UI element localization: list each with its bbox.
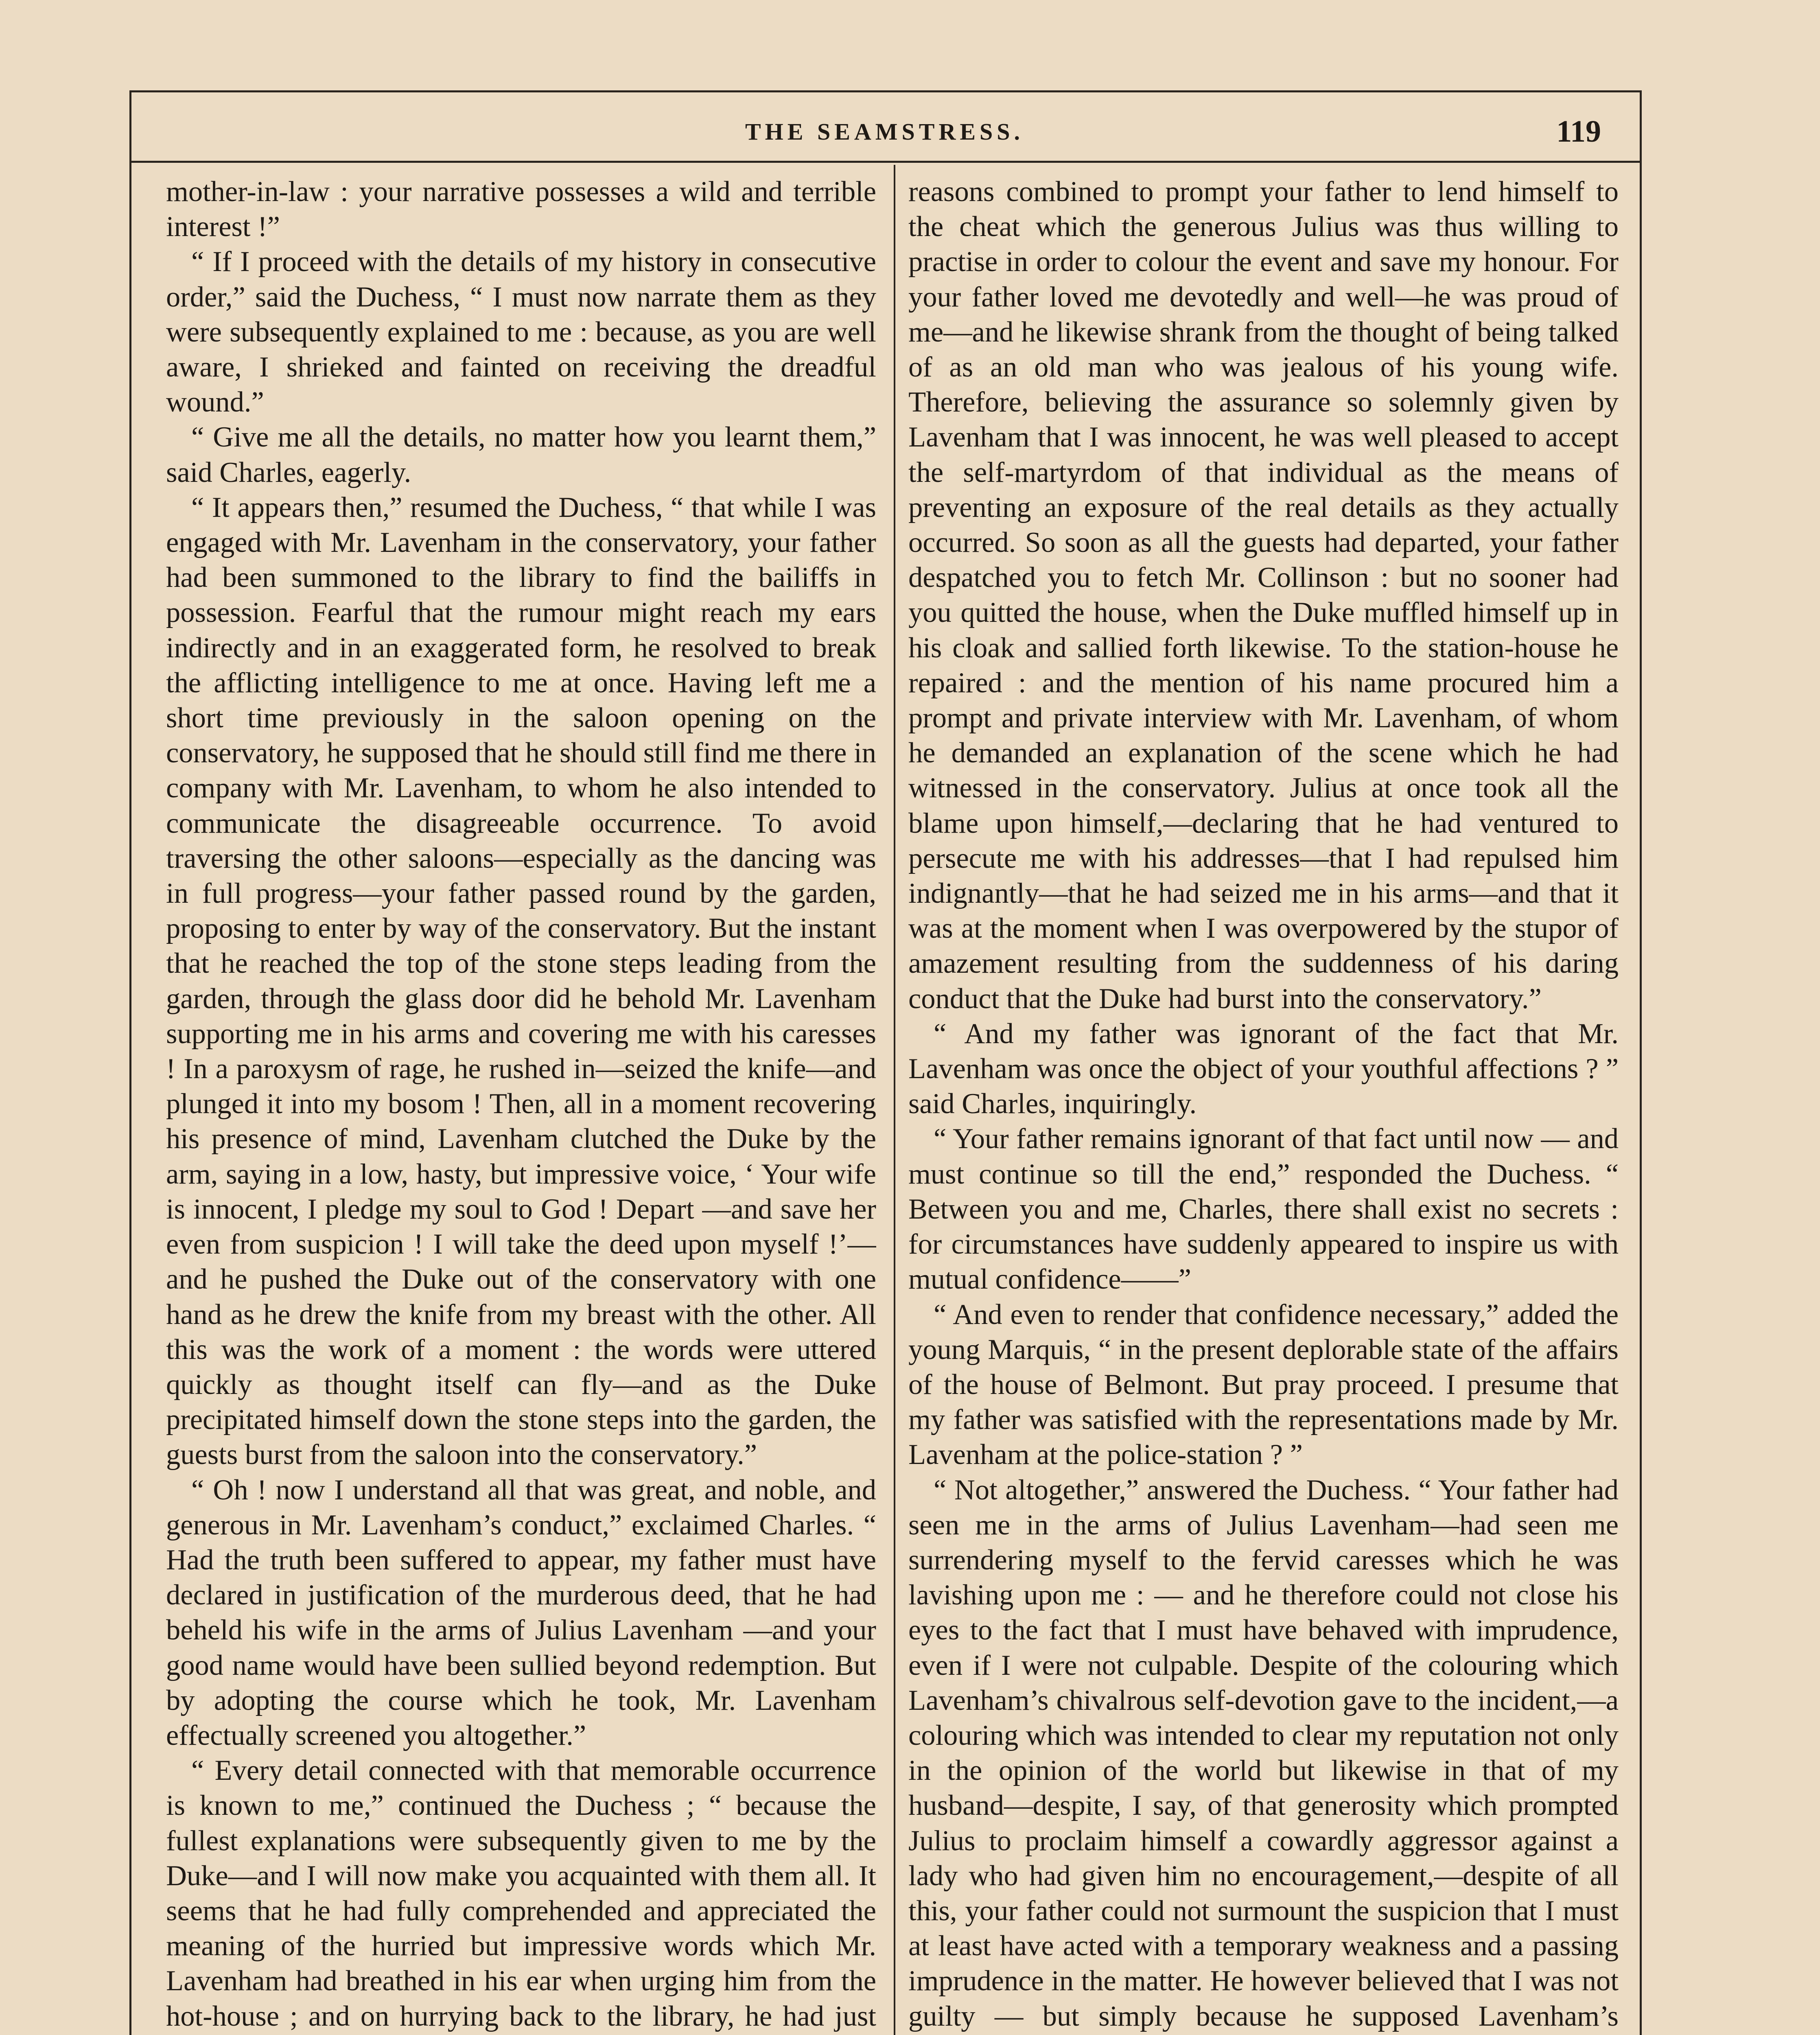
header-rule bbox=[129, 161, 1640, 163]
paragraph: “ Every detail connected with that memorable occurrence is known to me,” continued the Duchess ; “ because the fullest explanations were subsequently given to me by the Duke—and I will now make you acquainted with them all. It seems that he had fully comprehended and appreciated the meaning of the hurried but impressive words which Mr. Lavenham had breathed in his ear when urging him from the hot-house ; and on hurrying back to the library, he had just bbox=[166, 1755, 876, 2032]
paragraph: reasons combined to prompt your father to lend himself to the cheat which the generous Julius was thus willing to practise in order to colour the event and save my honour. For your father loved me devotedly and well—he was proud of me—and he likewise shrank from the thought of being talked of as an old man who was jealous of his young wife. Therefore, believing the assurance so solemnly given by Lavenham that I was innocent, he was well pleased to accept the self-martyrdom of that individual as the means of preventing an exposure of the real details as they actually occurred. So soon as all the guests had departed, your father despatched you to fetch Mr. Collinson : but no sooner had you quitted the house, when the Duke muffled himself up in his cloak and sallied forth likewise. To the station-house he repaired : and the mention of his name procured him a prompt and private interview with Mr. Lavenham, of whom he demanded an explanation of the scene which he had witnessed in the conservatory. Julius at once took all the blame upon himself,—declaring that he had ventured to persecute me with his addresses—that I had repulsed him indignantly—that he had seized me in his arms—and that it was at the moment when I was overpowered by the stupor of amazement resulting from the suddenness of his daring conduct that the Duke had burst into the conservatory.” bbox=[908, 176, 1619, 1015]
running-header bbox=[129, 110, 1640, 159]
paragraph: “ If I proceed with the details of my history in consecutive order,” said the Duchess, “ I must now narrate them as they were subsequently explained to me : because, as you are well aware, I shrieked and fainted on receiving the dreadful wound.” bbox=[166, 246, 876, 418]
right-column bbox=[908, 174, 1619, 2035]
column-divider bbox=[894, 165, 895, 2035]
left-column bbox=[166, 174, 876, 2035]
paragraph: “ Give me all the details, no matter how you learnt them,” said Charles, eagerly. bbox=[166, 421, 876, 488]
paragraph: “ And even to render that confidence necessary,” added the young Marquis, “ in the present deplorable state of the affairs of the house of Belmont. But pray proceed. I presume that my father was satisfied with the representations made by Mr. Lavenham at the police-station ? ” bbox=[908, 1298, 1619, 1471]
page-number: 119 bbox=[1556, 114, 1601, 149]
running-title: THE SEAMSTRESS. bbox=[745, 118, 1024, 145]
paragraph: “ Not altogether,” answered the Duchess. “ Your father had seen me in the arms of Julius Lavenham—had seen me surrendering myself to the fervid caresses which he was lavishing upon me : — and he therefore could not close his eyes to the fact that I must have behaved with imprudence, even if I were not culpable. Despite of the colouring which Lavenham’s chivalrous self-devotion gave to the incident,—a colouring which was intended to clear my reputation not only in the opinion of the world but likewise in that of my husband—despite, I say, of that generosity which prompted Julius to proclaim himself a cowardly aggressor against a lady who had given him no encouragement,—despite of all this, your father could not surmount the suspicion that I must at least have acted with a temporary weakness and a passing imprudence in the matter. He however believed that I was not guilty — but simply because he supposed Lavenham’s bbox=[908, 1474, 1619, 2032]
paragraph: “ It appears then,” resumed the Duchess, “ that while I was engaged with Mr. Lavenham in the conservatory, your father had been summoned to the library to find the bailiffs in possession. Fearful that the rumour might reach my ears indirectly and in an exaggerated form, he resolved to break the afflicting intelligence to me at once. Having left me a short time previously in the saloon opening on the conservatory, he supposed that he should still find me there in company with Mr. Lavenham, to whom he also intended to communicate the disagreeable occurrence. To avoid traversing the other saloons—especially as the dancing was in full progress—your father passed round by the garden, proposing to enter by way of the conservatory. But the instant that he reached the top of the stone steps leading from the garden, through the glass door did he behold Mr. Lavenham supporting me in his arms and covering me with his caresses ! In a paroxysm of rage, he rushed in—seized the knife—and plunged it into my bosom ! Then, all in a moment recovering his presence of mind, Lavenham clutched the Duke by the arm, saying in a low, hasty, but impressive voice, ‘ Your wife is innocent, I pledge my soul to God ! Depart —and save her even from suspicion ! I will take the deed upon myself !’—and he pushed the Duke out of the conservatory with one hand as he drew the knife from my breast with the other. All this was the work of a moment : the words were uttered quickly as thought itself can fly—and as the Duke precipitated himself down the stone steps into the garden, the guests burst from the saloon into the conservatory.” bbox=[166, 491, 876, 1471]
paragraph: mother-in-law : your narrative possesses a wild and terrible interest !” bbox=[166, 176, 876, 243]
paragraph: “ Oh ! now I understand all that was great, and noble, and generous in Mr. Lavenham’s conduct,” exclaimed Charles. “ Had the truth been suffered to appear, my father must have declared in justification of the murderous deed, that he had beheld his wife in the arms of Julius Lavenham —and your good name would have been sullied beyond redemption. But by adopting the course which he took, Mr. Lavenham effectually screened you altogether.” bbox=[166, 1474, 876, 1751]
paragraph: “ And my father was ignorant of the fact that Mr. Lavenham was once the object of your youthful affections ? ” said Charles, inquiringly. bbox=[908, 1017, 1619, 1120]
paragraph: “ Your father remains ignorant of that fact until now — and must continue so till the end,” responded the Duchess. “ Between you and me, Charles, there shall exist no secrets : for circumstances have suddenly appeared to inspire us with mutual confidence——” bbox=[908, 1123, 1619, 1295]
